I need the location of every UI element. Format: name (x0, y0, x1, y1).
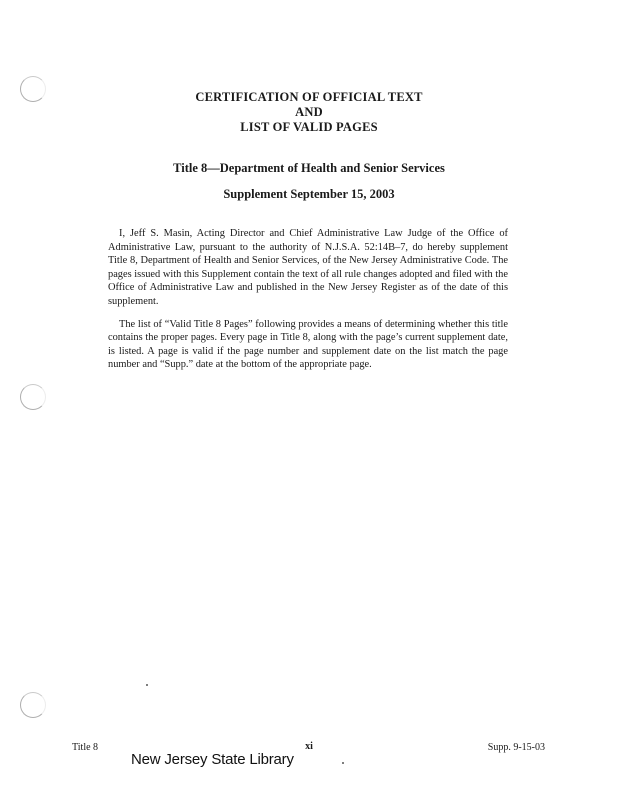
library-stamp: New Jersey State Library (131, 751, 294, 768)
scan-speck (146, 684, 148, 686)
title-heading: Title 8—Department of Health and Senior Services (173, 161, 445, 175)
body-text (108, 227, 508, 381)
scan-speck (342, 762, 344, 764)
certification-heading (0, 90, 618, 135)
paragraph-valid-pages: The list of “Valid Title 8 Pages” following provides a means of determining whether this title contains the proper pages. Every page in Title 8, along with the page’s current supplement date, is listed. A page is valid if the page number and supplement date on the list match the page number and “Supp.” date at the bottom of the appropriate page. (108, 318, 508, 371)
punch-hole-mark (20, 692, 46, 718)
heading-line-3: LIST OF VALID PAGES (240, 120, 378, 134)
footer-page-number: xi (305, 741, 313, 752)
footer-supplement-date: Supp. 9-15-03 (487, 742, 545, 753)
heading-line-1: CERTIFICATION OF OFFICIAL TEXT (195, 90, 423, 104)
paragraph-certification: I, Jeff S. Masin, Acting Director and Chief Administrative Law Judge of the Office of Administrative Law, pursuant to the authority of N.J.S.A. 52:14B–7, do hereby supplement Title 8, Department of Health and Senior Services, of the New Jersey Administrative Code. The pages issued with this Supplement contain the text of all rule changes adopted and filed with the Office of Administrative Law and published in the New Jersey Register as of the date of this supplement. (108, 228, 508, 307)
punch-hole-mark (20, 384, 46, 410)
heading-line-2: AND (295, 105, 323, 119)
footer-title: Title 8 (72, 742, 99, 753)
supplement-heading: Supplement September 15, 2003 (223, 187, 395, 201)
